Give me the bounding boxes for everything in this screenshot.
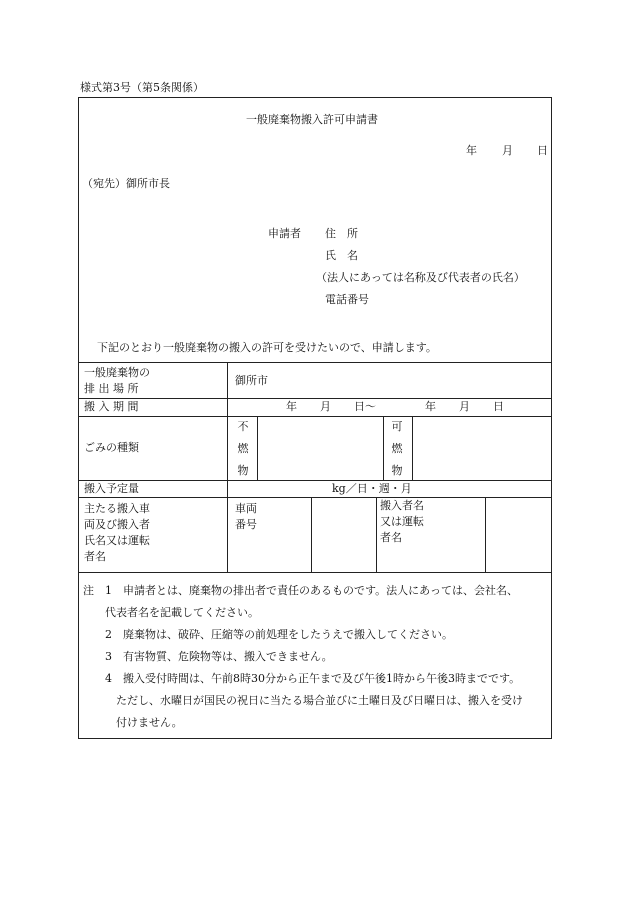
nonburnable-char: 不 <box>237 420 249 433</box>
nonburnable-char: 燃 <box>237 442 249 455</box>
note-line: ただし、水曜日が国民の祝日に当たる場合並びに土曜日及び日曜日は、搬入を受け <box>83 694 523 707</box>
period-to-year[interactable]: 年 <box>425 400 436 413</box>
discharge-location-value[interactable]: 御所市 <box>235 374 268 387</box>
applicant-label: 申請者 <box>268 227 301 240</box>
burnable-field[interactable] <box>413 417 549 479</box>
applicant-name-label: 氏 名 <box>325 249 358 262</box>
period-from-year[interactable]: 年 <box>286 400 297 413</box>
row-divider <box>79 362 551 363</box>
vehicle-number-label <box>235 501 257 533</box>
vehicle-label-line: 氏名又は運転 <box>84 534 150 547</box>
amount-label: 搬入予定量 <box>84 482 139 495</box>
note-line: 注 1 申請者とは、廃棄物の排出者で責任のあるものです。法人にあっては、会社名、 <box>83 584 519 597</box>
form-number-label: 様式第3号（第5条関係） <box>80 81 204 94</box>
discharge-label-line2: 排 出 場 所 <box>84 382 139 395</box>
date-year: 年 <box>466 144 477 157</box>
vehicle-number-line: 車両 <box>235 502 257 515</box>
note-line: 付けません。 <box>83 716 183 729</box>
burnable-char: 物 <box>391 464 403 477</box>
vehicle-number-field[interactable] <box>312 498 375 571</box>
date-day: 日 <box>537 144 548 157</box>
garbage-type-label: ごみの種類 <box>84 441 139 454</box>
vehicle-label-line: 主たる搬入車 <box>84 502 150 515</box>
nonburnable-field[interactable] <box>258 417 382 479</box>
driver-label-line: 搬入者名 <box>380 499 424 512</box>
period-to-month[interactable]: 月 <box>459 400 470 413</box>
discharge-label-line1: 一般廃棄物の <box>84 366 150 379</box>
burnable-char: 燃 <box>391 442 403 455</box>
form-title: 一般廃棄物搬入許可申請書 <box>246 113 378 126</box>
amount-unit[interactable]: kg／日・週・月 <box>332 482 412 495</box>
note-line: 3 有害物質、危険物等は、搬入できません。 <box>83 650 333 663</box>
period-from-day[interactable]: 日〜 <box>354 400 376 413</box>
addressee: （宛先）御所市長 <box>82 177 170 190</box>
date-month: 月 <box>502 144 513 157</box>
nonburnable-label <box>236 416 250 482</box>
burnable-char: 可 <box>391 420 403 433</box>
note-line: 4 搬入受付時間は、午前8時30分から正午まで及び午後1時から午後3時までです。 <box>83 672 521 685</box>
column-divider <box>376 497 377 572</box>
applicant-phone-label: 電話番号 <box>325 293 369 306</box>
discharge-location-label <box>84 365 150 397</box>
applicant-corp-note: （法人にあっては名称及び代表者の氏名） <box>316 271 525 284</box>
vehicle-label-line: 者名 <box>84 550 106 563</box>
driver-label-line: 者名 <box>380 531 402 544</box>
note-line: 2 廃棄物は、破砕、圧縮等の前処理をしたうえで搬入してください。 <box>83 628 453 641</box>
row-divider <box>79 480 551 481</box>
period-label: 搬 入 期 間 <box>84 400 139 413</box>
driver-label-line: 又は運転 <box>380 515 424 528</box>
driver-name-label <box>380 498 424 546</box>
burnable-label <box>390 416 404 482</box>
nonburnable-char: 物 <box>237 464 249 477</box>
vehicle-driver-label <box>84 501 150 565</box>
period-from-month[interactable]: 月 <box>320 400 331 413</box>
request-text: 下記のとおり一般廃棄物の搬入の許可を受けたいので、申請します。 <box>97 341 437 354</box>
column-divider <box>227 362 228 572</box>
vehicle-number-line: 番号 <box>235 518 257 531</box>
applicant-address-label: 住 所 <box>325 227 358 240</box>
period-to-day[interactable]: 日 <box>493 400 504 413</box>
driver-name-field[interactable] <box>486 498 549 571</box>
row-divider <box>79 572 551 573</box>
application-form <box>78 97 552 739</box>
note-line: 代表者名を記載してください。 <box>83 606 259 619</box>
row-divider <box>79 398 551 399</box>
column-divider <box>383 416 384 480</box>
vehicle-label-line: 両及び搬入者 <box>84 518 150 531</box>
